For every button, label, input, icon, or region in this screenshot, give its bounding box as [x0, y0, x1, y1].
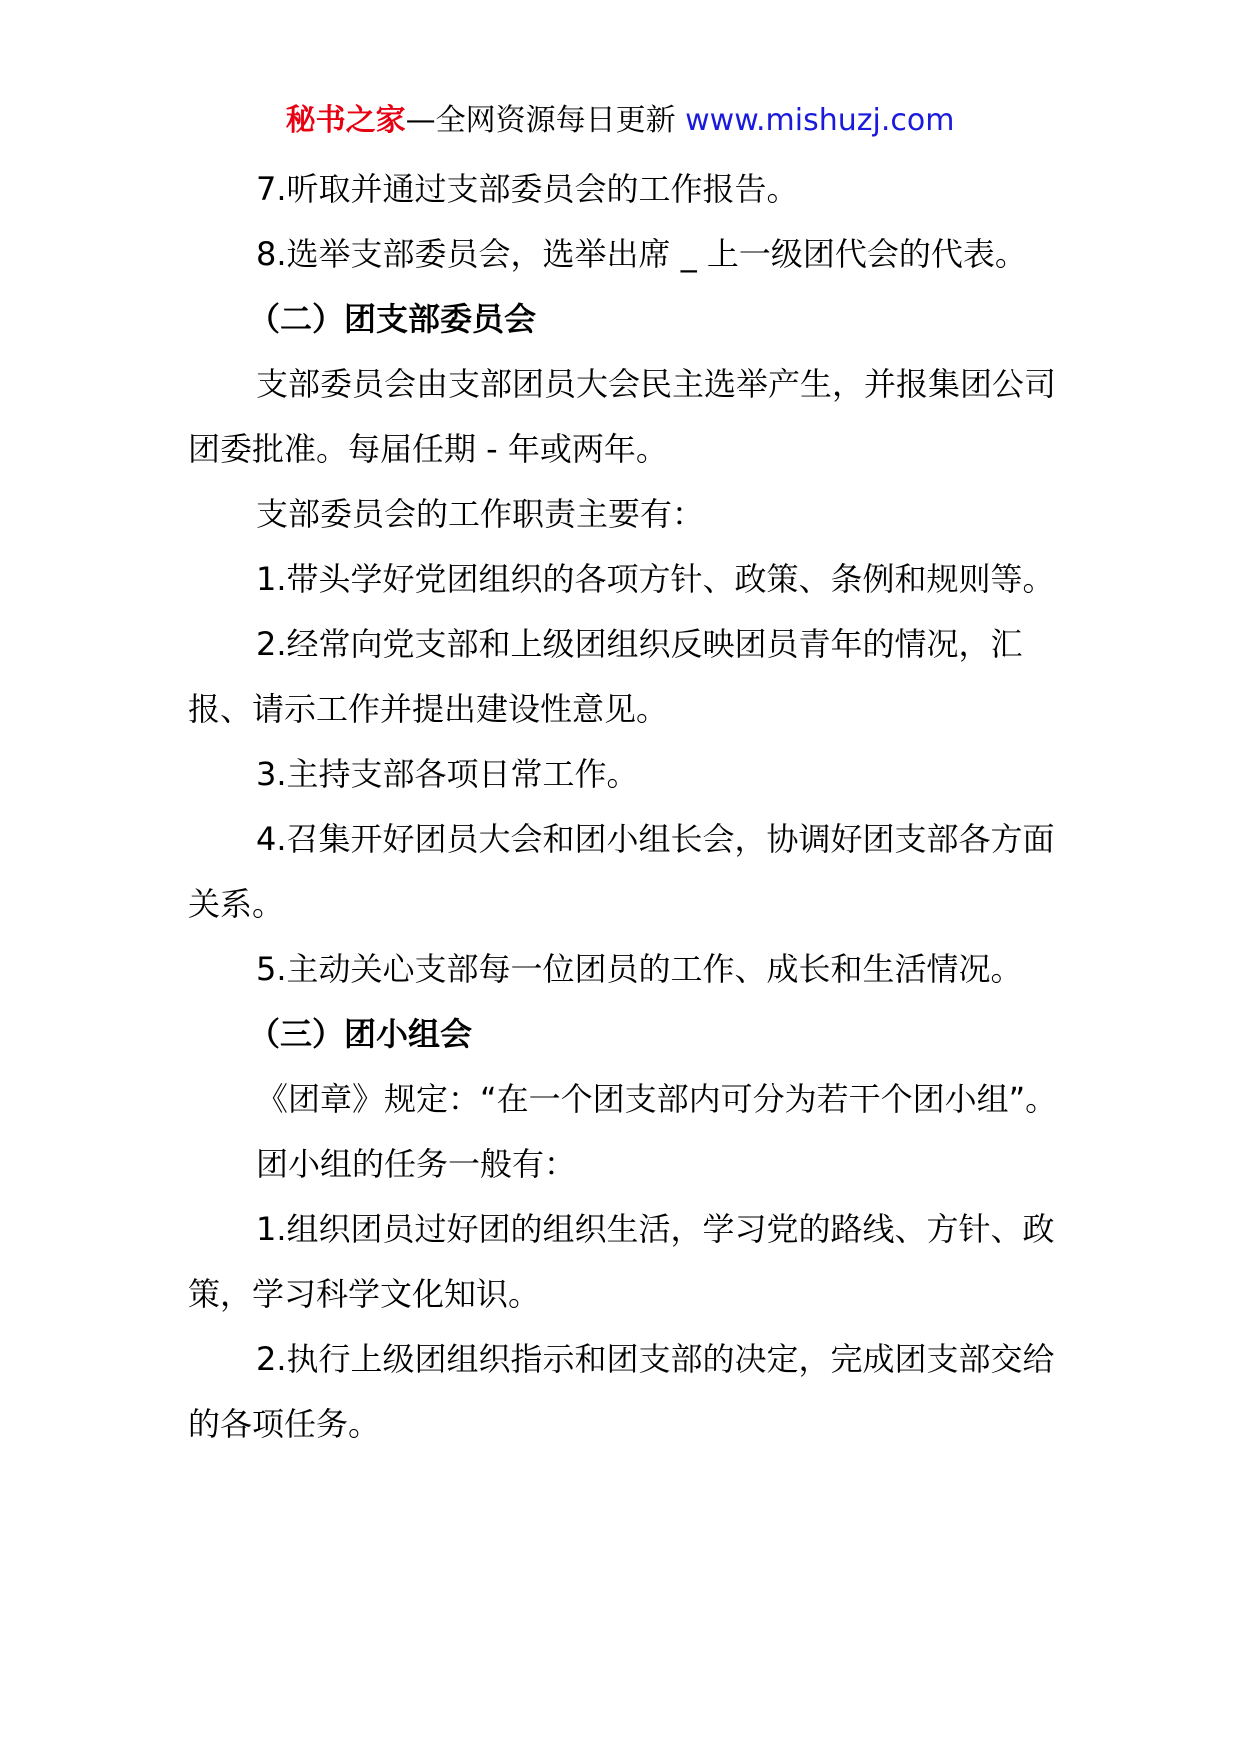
header-tagline: —全网资源每日更新: [405, 103, 676, 138]
duty-item-5: 5.主动关心支部每一位团员的工作、成长和生活情况。: [256, 950, 1023, 988]
duty-item-2: 2.经常向党支部和上级团组织反映团员青年的情况，汇报、请示工作并提出建设性意见。: [188, 625, 1023, 728]
task-item-2: 2.执行上级团组织指示和团支部的决定，完成团支部交给的各项任务。: [188, 1340, 1055, 1443]
watermark-header: [0, 101, 1240, 141]
duty-item-3: 3.主持支部各项日常工作。: [256, 755, 639, 793]
paragraph-charter-quote: 《团章》规定：“在一个团支部内可分为若干个团小组”。: [256, 1080, 1058, 1118]
list-item-8: 8.选举支部委员会，选举出席 _ 上一级团代会的代表。: [256, 235, 1027, 273]
duty-item-1: 1.带头学好党团组织的各项方针、政策、条例和规则等。: [256, 560, 1055, 598]
paragraph-tasks-lead: 团小组的任务一般有：: [256, 1145, 577, 1183]
paragraph-duties-lead: 支部委员会的工作职责主要有：: [256, 495, 705, 533]
list-item-7: 7.听取并通过支部委员会的工作报告。: [256, 170, 799, 208]
task-item-1: 1.组织团员过好团的组织生活，学习党的路线、方针、政策，学习科学文化知识。: [188, 1210, 1055, 1313]
section-heading-3: [188, 1002, 1058, 1067]
section-heading-3-text: （三）团小组会: [248, 1015, 473, 1053]
document-body: [188, 157, 1058, 1457]
brand-name: 秘书之家: [285, 103, 406, 138]
duty-item-4: 4.召集开好团员大会和团小组长会，协调好团支部各方面关系。: [188, 820, 1055, 923]
site-url[interactable]: www.mishuzj.com: [685, 103, 955, 138]
section-heading-2: [188, 287, 1058, 352]
paragraph-committee-intro: 支部委员会由支部团员大会民主选举产生，并报集团公司团委批准。每届任期 - 年或两年。: [188, 365, 1057, 468]
section-heading-2-text: （二）团支部委员会: [248, 300, 537, 338]
